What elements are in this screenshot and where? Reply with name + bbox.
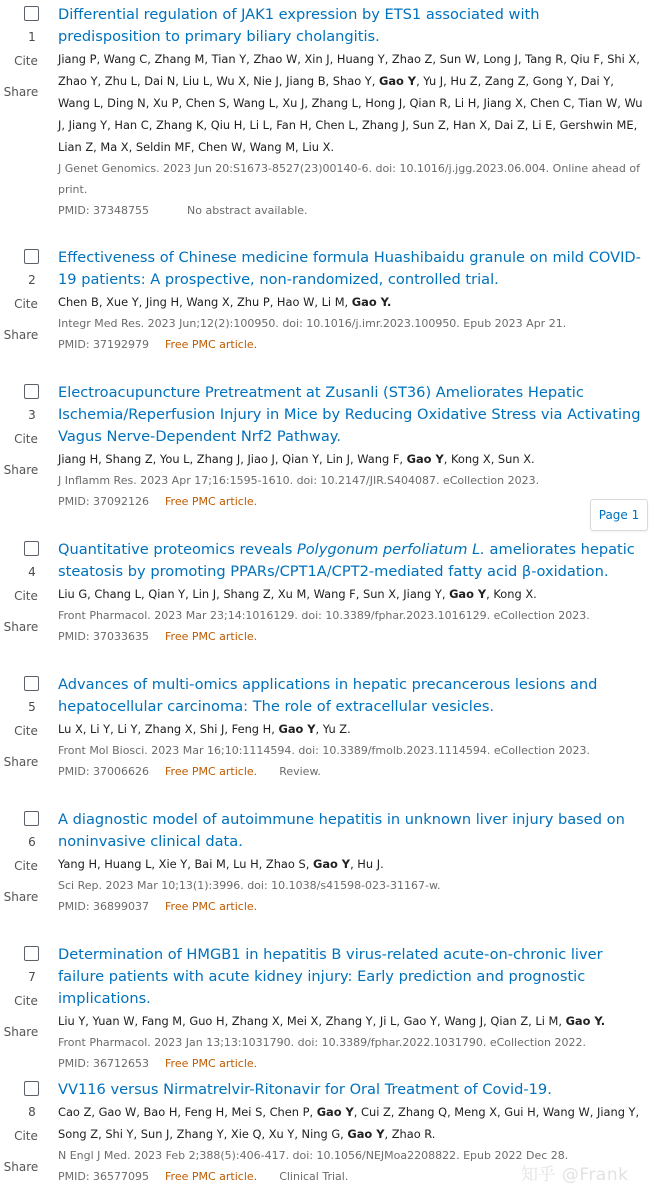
pmid: PMID: 37033635 xyxy=(58,630,150,643)
result-number: 1 xyxy=(28,30,36,44)
share-button[interactable]: Share xyxy=(3,463,39,477)
search-result xyxy=(0,535,654,655)
pmid: PMID: 36577095 xyxy=(58,1170,150,1183)
result-authors: Liu G, Chang L, Qian Y, Lin J, Shang Z, Xu M, Wang F, Sun X, Jiang Y, Gao Y, Kong X. xyxy=(58,587,537,601)
result-title-link[interactable]: Differential regulation of JAK1 expression by ETS1 associated with predisposition to primary biliary cholangitis. xyxy=(58,6,540,45)
cite-button[interactable]: Cite xyxy=(14,432,38,446)
result-citation: Sci Rep. 2023 Mar 10;13(1):3996. doi: 10.1038/s41598-023-31167-w. xyxy=(58,879,441,892)
result-citation: Front Pharmacol. 2023 Jan 13;13:1031790. doi: 10.3389/fphar.2022.1031790. eCollection 2022. xyxy=(58,1036,586,1049)
result-authors: Chen B, Xue Y, Jing H, Wang X, Zhu P, Hao W, Li M, Gao Y. xyxy=(58,295,392,309)
select-checkbox[interactable] xyxy=(24,6,39,21)
share-button[interactable]: Share xyxy=(3,1025,39,1039)
result-meta xyxy=(58,1053,646,1075)
publication-note: Clinical Trial. xyxy=(279,1170,349,1183)
result-content xyxy=(58,0,646,222)
result-authors: Jiang P, Wang C, Zhang M, Tian Y, Zhao W, Xin J, Huang Y, Zhao Z, Sun W, Long J, Tang R, Qiu F, Shi X, Zhao Y, Zhu L, Dai N, Liu L, Wu X, Nie J, Jiang B, Shao Y, Gao Y, Yu J, Hu Z, Zang Z, Gong Y, Dai Y, Wang L, Ding N, Xu P, Chen S, Wang L, Xu J, Zhang L, Hong J, Qian R, Li H, Jiang X, Chen C, Tian W, Wu J, Jiang Y, Han C, Zhang K, Qiu H, Li L, Fan H, Chen L, Zhang J, Sun Z, Han X, Dai Z, Li E, Gershwin ME, Lian Z, Ma X, Seldin MF, Chen W, Wang M, Liu X. xyxy=(58,52,643,154)
result-meta xyxy=(58,626,646,648)
result-number: 3 xyxy=(28,408,36,422)
result-content xyxy=(58,243,646,356)
select-checkbox[interactable] xyxy=(24,946,39,961)
result-meta xyxy=(58,896,646,918)
result-meta xyxy=(58,491,646,513)
pmid: PMID: 37192979 xyxy=(58,338,150,351)
result-citation: J Genet Genomics. 2023 Jun 20:S1673-8527(23)00140-6. doi: 10.1016/j.jgg.2023.06.004. Online ahead of print. xyxy=(58,162,640,196)
result-title-link[interactable]: VV116 versus Nirmatrelvir-Ritonavir for Oral Treatment of Covid-19. xyxy=(58,1081,552,1098)
pmid: PMID: 37006626 xyxy=(58,765,150,778)
pmid: PMID: 37092126 xyxy=(58,495,150,508)
result-number: 8 xyxy=(28,1105,36,1119)
cite-button[interactable]: Cite xyxy=(14,1129,38,1143)
select-checkbox[interactable] xyxy=(24,249,39,264)
result-title-link[interactable]: Effectiveness of Chinese medicine formula Huashibaidu granule on mild COVID-19 patients: A prospective, non-randomized, controlled trial. xyxy=(58,249,641,288)
result-meta xyxy=(58,761,646,783)
cite-button[interactable]: Cite xyxy=(14,724,38,738)
result-citation: Front Pharmacol. 2023 Mar 23;14:1016129. doi: 10.3389/fphar.2023.1016129. eCollection 2023. xyxy=(58,609,590,622)
result-title-link[interactable]: Advances of multi-omics applications in hepatic precancerous lesions and hepatocellular carcinoma: The role of extracellular vesicles. xyxy=(58,676,598,715)
free-pmc-label[interactable]: Free PMC article. xyxy=(165,900,258,913)
result-number: 6 xyxy=(28,835,36,849)
result-content xyxy=(58,940,646,1075)
result-content xyxy=(58,378,646,513)
result-authors: Yang H, Huang L, Xie Y, Bai M, Lu H, Zhao S, Gao Y, Hu J. xyxy=(58,857,384,871)
result-meta xyxy=(58,334,646,356)
free-pmc-label[interactable]: Free PMC article. xyxy=(165,1170,258,1183)
result-authors: Jiang H, Shang Z, You L, Zhang J, Jiao J, Qian Y, Lin J, Wang F, Gao Y, Kong X, Sun X. xyxy=(58,452,535,466)
select-checkbox[interactable] xyxy=(24,676,39,691)
pmid: PMID: 36899037 xyxy=(58,900,150,913)
share-button[interactable]: Share xyxy=(3,1160,39,1174)
free-pmc-label[interactable]: Free PMC article. xyxy=(165,1057,258,1070)
result-title-link[interactable]: Quantitative proteomics reveals Polygonum perfoliatum L. ameliorates hepatic steatosis by promoting PPARs/CPT1A/CPT2-mediated fatty acid β-oxidation. xyxy=(58,541,635,580)
result-title-link[interactable]: Electroacupuncture Pretreatment at Zusanli (ST36) Ameliorates Hepatic Ischemia/Reperfusion Injury in Mice by Reducing Oxidative Stress via Activating Vagus Nerve-Dependent Nrf2 Pathway. xyxy=(58,384,641,445)
result-title-link[interactable]: A diagnostic model of autoimmune hepatitis in unknown liver injury based on noninvasive clinical data. xyxy=(58,811,625,850)
search-result xyxy=(0,243,654,363)
result-authors: Lu X, Li Y, Li Y, Zhang X, Shi J, Feng H, Gao Y, Yu Z. xyxy=(58,722,351,736)
share-button[interactable]: Share xyxy=(3,620,39,634)
cite-button[interactable]: Cite xyxy=(14,994,38,1008)
free-pmc-label[interactable]: Free PMC article. xyxy=(165,495,258,508)
result-number: 2 xyxy=(28,273,36,287)
result-content xyxy=(58,535,646,648)
search-result xyxy=(0,378,654,518)
share-button[interactable]: Share xyxy=(3,85,39,99)
result-citation: Integr Med Res. 2023 Jun;12(2):100950. doi: 10.1016/j.imr.2023.100950. Epub 2023 Apr 21. xyxy=(58,317,567,330)
free-pmc-label[interactable]: Free PMC article. xyxy=(165,338,258,351)
result-citation: Front Mol Biosci. 2023 Mar 16;10:1114594. doi: 10.3389/fmolb.2023.1114594. eCollection 2023. xyxy=(58,744,591,757)
publication-note: No abstract available. xyxy=(187,204,308,217)
result-authors: Cao Z, Gao W, Bao H, Feng H, Mei S, Chen P, Gao Y, Cui Z, Zhang Q, Meng X, Gui H, Wang W, Jiang Y, Song Z, Shi Y, Sun J, Zhang Y, Xie Q, Xu Y, Ning G, Gao Y, Zhao R. xyxy=(58,1105,640,1141)
share-button[interactable]: Share xyxy=(3,755,39,769)
pmid: PMID: 36712653 xyxy=(58,1057,150,1070)
cite-button[interactable]: Cite xyxy=(14,54,38,68)
result-authors: Liu Y, Yuan W, Fang M, Guo H, Zhang X, Mei X, Zhang Y, Ji L, Gao Y, Wang J, Qian Z, Li M, Gao Y. xyxy=(58,1014,606,1028)
result-content xyxy=(58,670,646,783)
result-number: 7 xyxy=(28,970,36,984)
select-checkbox[interactable] xyxy=(24,1081,39,1096)
select-checkbox[interactable] xyxy=(24,811,39,826)
result-meta xyxy=(58,200,646,222)
search-result xyxy=(0,805,654,925)
cite-button[interactable]: Cite xyxy=(14,859,38,873)
cite-button[interactable]: Cite xyxy=(14,297,38,311)
result-citation: J Inflamm Res. 2023 Apr 17;16:1595-1610. doi: 10.2147/JIR.S404087. eCollection 2023. xyxy=(58,474,540,487)
watermark: 知乎 @Frank xyxy=(521,1165,629,1185)
result-number: 5 xyxy=(28,700,36,714)
free-pmc-label[interactable]: Free PMC article. xyxy=(165,630,258,643)
select-checkbox[interactable] xyxy=(24,541,39,556)
share-button[interactable]: Share xyxy=(3,890,39,904)
search-result xyxy=(0,0,654,230)
cite-button[interactable]: Cite xyxy=(14,589,38,603)
result-citation: N Engl J Med. 2023 Feb 2;388(5):406-417. doi: 10.1056/NEJMoa2208822. Epub 2022 Dec 28. xyxy=(58,1149,569,1162)
free-pmc-label[interactable]: Free PMC article. xyxy=(165,765,258,778)
result-content xyxy=(58,805,646,918)
result-number: 4 xyxy=(28,565,36,579)
pmid: PMID: 37348755 xyxy=(58,204,150,217)
page-indicator[interactable]: Page 1 xyxy=(590,499,648,531)
share-button[interactable]: Share xyxy=(3,328,39,342)
select-checkbox[interactable] xyxy=(24,384,39,399)
publication-note: Review. xyxy=(279,765,321,778)
search-result xyxy=(0,940,654,1070)
result-title-link[interactable]: Determination of HMGB1 in hepatitis B virus-related acute-on-chronic liver failure patients with acute kidney injury: Early prediction and prognostic implications. xyxy=(58,946,603,1007)
search-result xyxy=(0,670,654,790)
